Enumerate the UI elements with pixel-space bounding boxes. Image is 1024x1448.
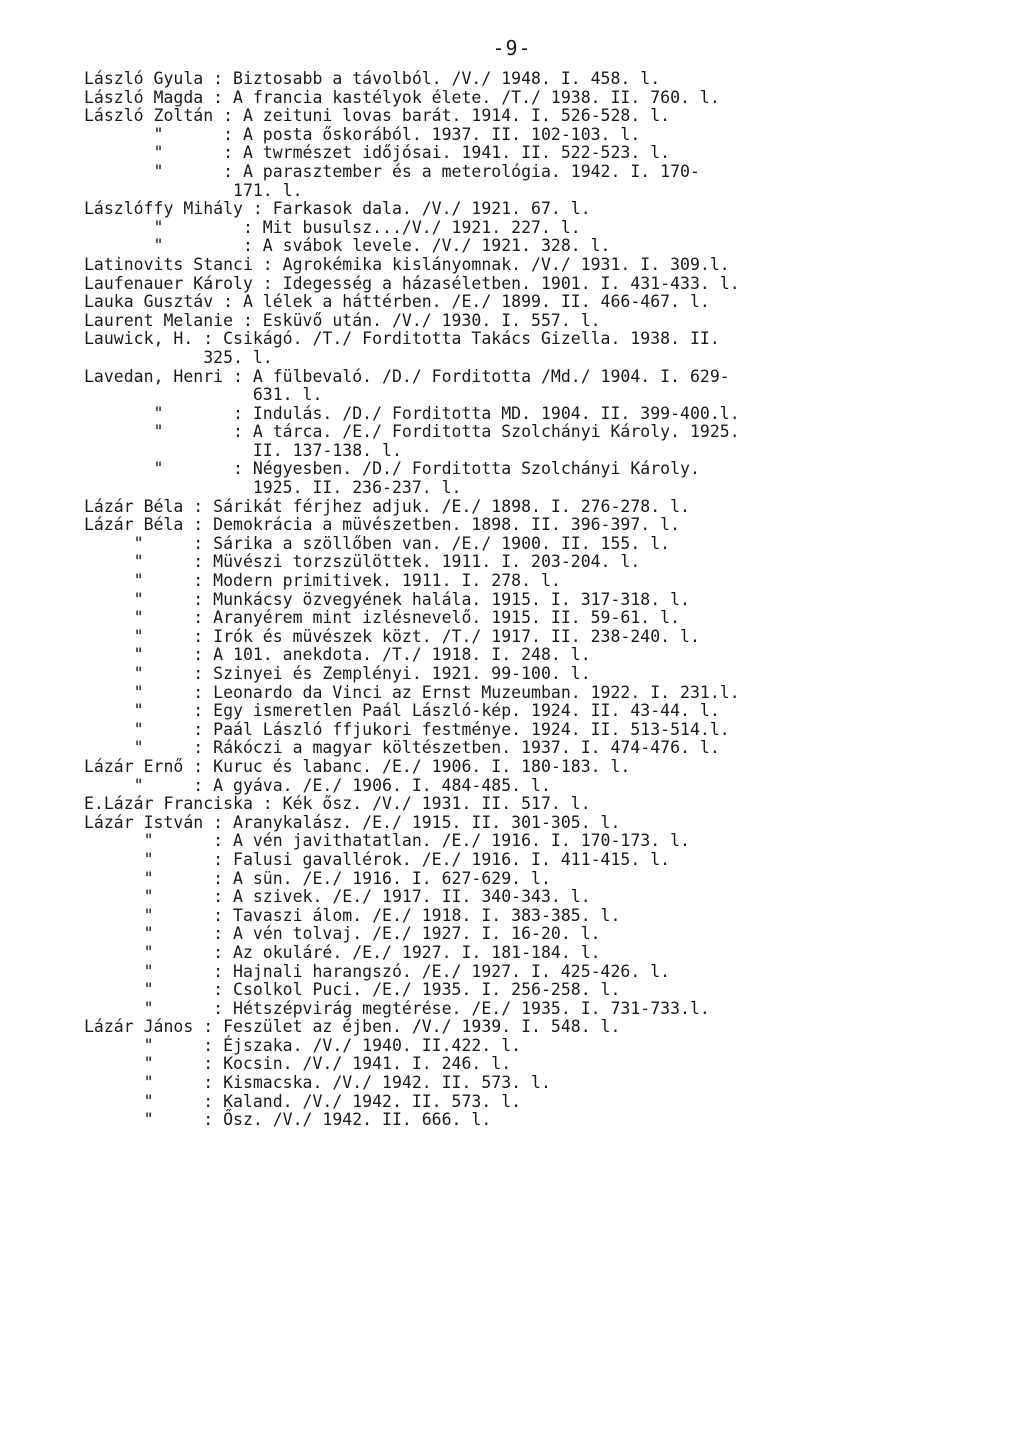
bibliography-entry-line: 171. l. bbox=[84, 180, 303, 200]
bibliography-entry-line: " : A tárca. /E./ Forditotta Szolchányi Károly. 1925. bbox=[84, 422, 740, 442]
bibliography-entry-line: " : Hajnali harangszó. /E./ 1927. I. 425-426. l. bbox=[84, 961, 671, 981]
bibliography-entry-line: " : A parasztember és a meterológia. 1942. I. 170- bbox=[84, 161, 700, 181]
bibliography-entry-line: " : Aranyérem mint izlésnevelő. 1915. II. 59-61. l. bbox=[84, 608, 681, 628]
bibliography-entry-line: Lauwick, H. : Csikágó. /T./ Forditotta Takács Gizella. 1938. II. bbox=[84, 329, 720, 349]
bibliography-entry-line: Lavedan, Henri : A fülbevaló. /D./ Forditotta /Md./ 1904. I. 629- bbox=[84, 366, 730, 386]
bibliography-entry-line: Lázár Béla : Sárikát férjhez adjuk. /E./ 1898. I. 276-278. l. bbox=[84, 496, 690, 516]
bibliography-entry-line: 325. l. bbox=[84, 347, 273, 367]
bibliography-entry-line: " : A vén tolvaj. /E./ 1927. I. 16-20. l. bbox=[84, 924, 601, 944]
bibliography-entry-line: " : Irók és müvészek közt. /T./ 1917. II. 238-240. l. bbox=[84, 626, 700, 646]
bibliography-entry-line: " : Ősz. /V./ 1942. II. 666. l. bbox=[84, 1110, 492, 1130]
bibliography-entry-line: " : Hétszépvirág megtérése. /E./ 1935. I. 731-733.l. bbox=[84, 998, 710, 1018]
bibliography-entry-line: " : Kocsin. /V./ 1941. I. 246. l. bbox=[84, 1054, 512, 1074]
bibliography-entry-line: " : A gyáva. /E./ 1906. I. 484-485. l. bbox=[84, 775, 551, 795]
bibliography-entry-line: " : Modern primitivek. 1911. I. 278. l. bbox=[84, 571, 561, 591]
bibliography-entry-line: " : A szivek. /E./ 1917. II. 340-343. l. bbox=[84, 887, 591, 907]
bibliography-entry-line: " : Éjszaka. /V./ 1940. II.422. l. bbox=[84, 1035, 522, 1055]
bibliography-entry-line: " : A posta őskorából. 1937. II. 102-103. l. bbox=[84, 124, 641, 144]
bibliography-entry-line: " : Indulás. /D./ Forditotta MD. 1904. II. 399-400.l. bbox=[84, 403, 740, 423]
bibliography-entry-line: " : A 101. anekdota. /T./ 1918. I. 248. l. bbox=[84, 645, 591, 665]
bibliography-entry-line: László Zoltán : A zeituni lovas barát. 1914. I. 526-528. l. bbox=[84, 106, 671, 126]
page-number: -9- bbox=[492, 36, 532, 60]
bibliography-entry-line: Lázár Béla : Demokrácia a müvészetben. 1898. II. 396-397. l. bbox=[84, 515, 681, 535]
bibliography-entry-line: Lauka Gusztáv : A lélek a háttérben. /E./ 1899. II. 466-467. l. bbox=[84, 292, 710, 312]
bibliography-entry-line: Latinovits Stanci : Agrokémika kislányomnak. /V./ 1931. I. 309.l. bbox=[84, 254, 730, 274]
bibliography-entry-line: " : Leonardo da Vinci az Ernst Muzeumban. 1922. I. 231.l. bbox=[84, 682, 740, 702]
bibliography-entry-line: " : Rákóczi a magyar költészetben. 1937. I. 474-476. l. bbox=[84, 738, 720, 758]
bibliography-entry-line: Lázár István : Aranykalász. /E./ 1915. II. 301-305. l. bbox=[84, 812, 621, 832]
bibliography-entry-line: " : Mit busulsz.../V./ 1921. 227. l. bbox=[84, 217, 581, 237]
bibliography-entry-line: Lázár János : Feszület az éjben. /V./ 1939. I. 548. l. bbox=[84, 1017, 621, 1037]
bibliography-entry-line: " : Egy ismeretlen Paál László-kép. 1924. II. 43-44. l. bbox=[84, 701, 720, 721]
bibliography-entry-line: " : Tavaszi álom. /E./ 1918. I. 383-385. l. bbox=[84, 905, 621, 925]
bibliography-entry-line: 631. l. bbox=[84, 385, 323, 405]
bibliography-entry-line: Laufenauer Károly : Idegesség a házaséletben. 1901. I. 431-433. l. bbox=[84, 273, 740, 293]
bibliography-entry-line: " : A svábok levele. /V./ 1921. 328. l. bbox=[84, 236, 611, 256]
bibliography-entry-line: " : Az okuláré. /E./ 1927. I. 181-184. l. bbox=[84, 942, 601, 962]
bibliography-entry-line: " : A vén javithatatlan. /E./ 1916. I. 170-173. l. bbox=[84, 831, 690, 851]
bibliography-entry-line: II. 137-138. l. bbox=[84, 440, 402, 460]
bibliography-entry-line: " : Sárika a szöllőben van. /E./ 1900. II. 155. l. bbox=[84, 533, 671, 553]
bibliography-list bbox=[84, 70, 984, 1130]
bibliography-entry-line: " : Csolkol Puci. /E./ 1935. I. 256-258. l. bbox=[84, 980, 621, 1000]
bibliography-entry-line: " : Munkácsy özvegyének halála. 1915. I. 317-318. l. bbox=[84, 589, 690, 609]
bibliography-entry-line: " : A twrmészet időjósai. 1941. II. 522-523. l. bbox=[84, 143, 671, 163]
bibliography-entry-line: " : Négyesben. /D./ Forditotta Szolchányi Károly. bbox=[84, 459, 700, 479]
bibliography-entry-line: " : Szinyei és Zemplényi. 1921. 99-100. l. bbox=[84, 664, 591, 683]
bibliography-entry-line: " : A sün. /E./ 1916. I. 627-629. l. bbox=[84, 868, 551, 888]
bibliography-entry-line: E.Lázár Franciska : Kék ősz. /V./ 1931. II. 517. l. bbox=[84, 794, 591, 814]
bibliography-entry-line: " : Müvészi torzszülöttek. 1911. I. 203-204. l. bbox=[84, 552, 641, 572]
bibliography-entry-line: " : Kismacska. /V./ 1942. II. 573. l. bbox=[84, 1073, 551, 1093]
bibliography-entry-line: " : Falusi gavallérok. /E./ 1916. I. 411-415. l. bbox=[84, 849, 671, 869]
bibliography-entry-line: Laurent Melanie : Esküvő után. /V./ 1930. I. 557. l. bbox=[84, 310, 601, 330]
bibliography-entry-line: Lászlóffy Mihály : Farkasok dala. /V./ 1921. 67. l. bbox=[84, 199, 591, 219]
bibliography-entry-line: Lázár Ernő : Kuruc és labanc. /E./ 1906. I. 180-183. l. bbox=[84, 756, 631, 776]
bibliography-entry-line: 1925. II. 236-237. l. bbox=[84, 478, 462, 498]
bibliography-entry-line: " : Kaland. /V./ 1942. II. 573. l. bbox=[84, 1091, 522, 1111]
bibliography-entry-line: László Magda : A francia kastélyok élete. /T./ 1938. II. 760. l. bbox=[84, 87, 720, 107]
bibliography-entry-line: " : Paál László ffjukori festménye. 1924. II. 513-514.l. bbox=[84, 719, 730, 739]
bibliography-entry-line: László Gyula : Biztosabb a távolból. /V./ 1948. I. 458. l. bbox=[84, 69, 661, 88]
